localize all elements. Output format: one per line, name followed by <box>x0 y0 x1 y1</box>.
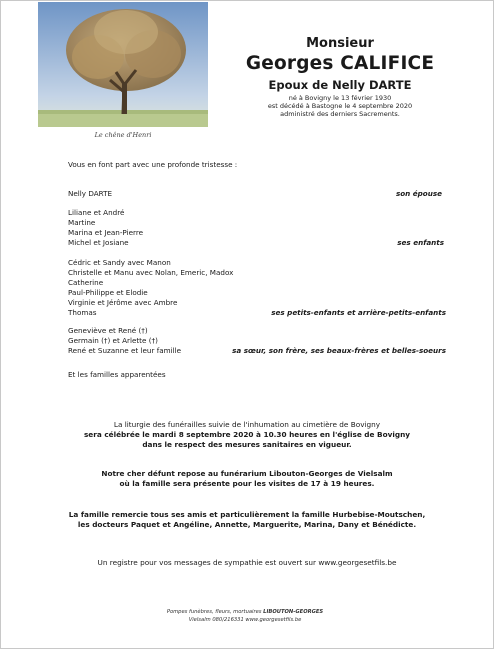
children-role: ses enfants <box>397 238 444 247</box>
child-name: Marina et Jean-Pierre <box>68 228 144 237</box>
child-name: Liliane et André <box>68 208 125 217</box>
footer-line-1 <box>100 609 390 616</box>
funeral-line-2: sera célébrée le mardi 8 septembre 2020 à 10.30 heures en l'église de Bovigny <box>83 430 411 439</box>
sibling-name: Geneviève et René (†) <box>68 326 148 335</box>
related-families: Et les familles apparentées <box>68 370 166 379</box>
funeral-line-1: La liturgie des funérailles suivie de l'inhumation au cimetière de Bovigny <box>113 420 381 429</box>
thanks-line-1: La famille remercie tous ses amis et particulièrement la famille Hurbebise-Moutschen, <box>68 510 426 519</box>
visit-line-1: Notre cher défunt repose au funérarium Libouton-Georges de Vielsalm <box>101 469 393 478</box>
visit-line-2: où la famille sera présente pour les visites de 17 à 19 heures. <box>119 479 375 488</box>
grandchild-name: Virginie et Jérôme avec Ambre <box>68 298 178 307</box>
grandchildren-role: ses petits-enfants et arrière-petits-enfants <box>271 308 446 317</box>
funeral-line-3: dans le respect des mesures sanitaires en vigueur. <box>142 440 352 449</box>
grandchild-name: Thomas <box>68 308 97 317</box>
siblings-role: sa sœur, son frère, ses beaux-frères et belles-soeurs <box>232 346 446 355</box>
footer-line-2: Vielsalm 080/216331 www.georgesetfils.be <box>188 617 302 623</box>
civility: Monsieur <box>306 36 374 51</box>
spouse-name: Nelly DARTE <box>68 189 113 198</box>
sacraments-info: administré des derniers Sacrements. <box>280 110 400 118</box>
child-name: Michel et Josiane <box>68 238 129 247</box>
birth-info: né à Bovigny le 13 février 1930 <box>288 94 392 102</box>
sibling-name: René et Suzanne et leur famille <box>68 346 182 355</box>
death-info: est décédé à Bastogne le 4 septembre 2020 <box>267 102 413 110</box>
spouse-role: son épouse <box>395 189 442 198</box>
grandchild-name: Catherine <box>68 278 104 287</box>
photo-caption: Le chêne d'Henri <box>94 131 152 139</box>
child-name: Martine <box>68 218 96 227</box>
sibling-name: Germain (†) et Arlette (†) <box>68 336 158 345</box>
footer-prefix: Pompes funèbres, fleurs, mortuaires <box>166 609 262 615</box>
footer-company: LIBOUTON-GEORGES <box>263 609 324 615</box>
grandchild-name: Christelle et Manu avec Nolan, Emeric, Madox <box>68 268 234 277</box>
intro-text: Vous en font part avec une profonde tristesse : <box>68 160 238 169</box>
thanks-line-2: les docteurs Paquet et Angéline, Annette, Marguerite, Marina, Dany et Bénédicte. <box>77 520 417 529</box>
deceased-name: Georges CALIFICE <box>245 53 435 74</box>
spouse-line: Epoux de Nelly DARTE <box>268 78 412 92</box>
grandchild-name: Cédric et Sandy avec Manon <box>68 258 171 267</box>
tree-photo <box>38 2 208 127</box>
grandchild-name: Paul-Philippe et Elodie <box>68 288 148 297</box>
register-text: Un registre pour vos messages de sympathie est ouvert sur www.georgesetfils.be <box>97 558 397 567</box>
